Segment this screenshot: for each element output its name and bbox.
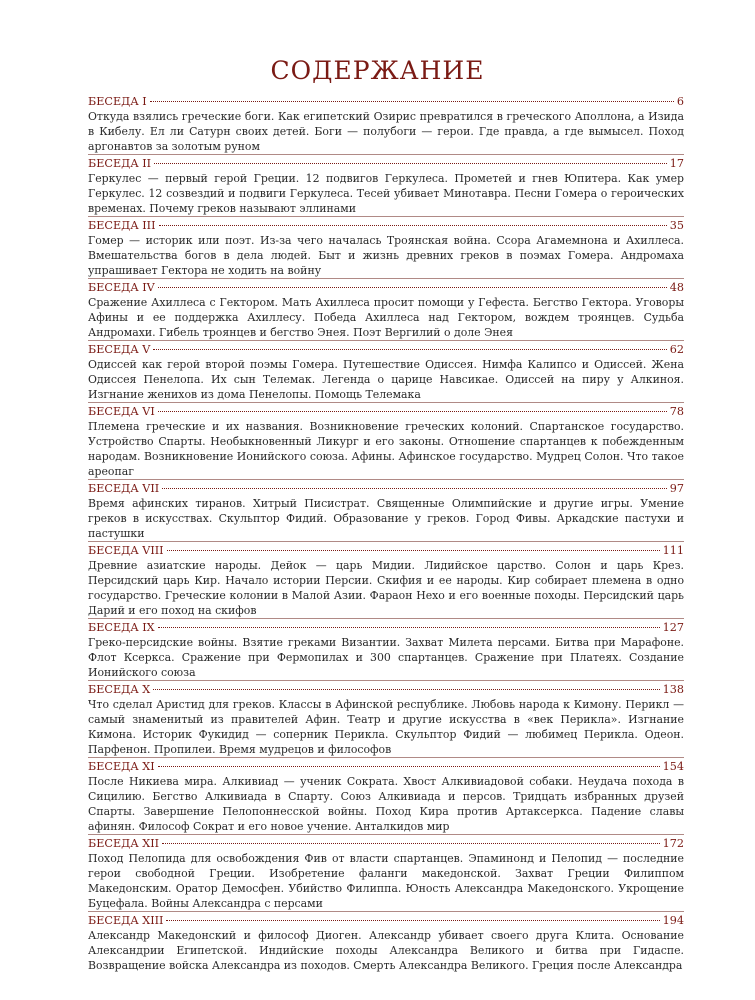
page-number: 138 — [662, 683, 684, 696]
toc-entry[interactable] — [88, 836, 684, 911]
toc-entry-heading — [88, 481, 684, 496]
page-number: 48 — [669, 281, 684, 294]
page-number: 127 — [662, 621, 684, 634]
toc-entries — [88, 94, 684, 973]
chapter-label: БЕСЕДА XIII — [88, 914, 164, 927]
divider — [88, 216, 684, 217]
toc-entry-heading — [88, 156, 684, 171]
divider — [88, 154, 684, 155]
page-title: СОДЕРЖАНИЕ — [270, 56, 485, 85]
toc-entry-heading — [88, 682, 684, 697]
toc-entry-heading — [88, 759, 684, 774]
chapter-label: БЕСЕДА XII — [88, 837, 160, 850]
dot-leader — [162, 488, 667, 489]
chapter-summary: Племена греческие и их названия. Возникновение греческих колоний. Спартанское государство. Устройство Спарты. Необыкновенный Ликург и его законы. Отношение спартанцев к побежденным народам. Возникновение Ионийского союза. Афины. Афинское государство. Мудрец Солон. Что такое ареопаг — [88, 420, 684, 478]
divider — [88, 757, 684, 758]
chapter-label: БЕСЕДА XI — [88, 760, 155, 773]
dot-leader — [162, 843, 660, 844]
chapter-summary: После Никиева мира. Алкивиад — ученик Сократа. Хвост Алкивиадовой собаки. Неудача похода в Сицилию. Бегство Алкивиада в Спарту. Союз Алкивиада и персов. Тридцать избранных друзей Спарты. Завершение Пелопоннесской войны. Поход Кира против Артаксеркса. Падение славы афинян. Философ Сократ и его новое учение. Анталкидов мир — [88, 775, 684, 833]
toc-entry[interactable] — [88, 913, 684, 973]
page-number: 62 — [669, 343, 684, 356]
dot-leader — [158, 766, 660, 767]
chapter-summary: Геркулес — первый герой Греции. 12 подвигов Геркулеса. Прометей и гнев Юпитера. Как умер Геркулес. 12 созвездий и подвиги Геркулеса. Тесей убивает Минотавра. Песни Гомера о героических временах. Почему греков называют эллинами — [88, 172, 684, 215]
chapter-label: БЕСЕДА IV — [88, 281, 155, 294]
page-number: 154 — [662, 760, 684, 773]
toc-entry[interactable] — [88, 682, 684, 757]
toc-entry-heading — [88, 280, 684, 295]
toc-entry-heading — [88, 342, 684, 357]
dot-leader — [150, 101, 674, 102]
toc-entry-heading — [88, 404, 684, 419]
toc-entry-heading — [88, 94, 684, 109]
toc-entry-heading — [88, 543, 684, 558]
chapter-label: БЕСЕДА VIII — [88, 544, 164, 557]
toc-entry[interactable] — [88, 543, 684, 618]
chapter-summary: Гомер — историк или поэт. Из-за чего началась Троянская война. Ссора Агамемнона и Ахиллеса. Вмешательства богов в дела людей. Быт и жизнь древних греков в поэмах Гомера. Андромаха упрашивает Гектора не ходить на войну — [88, 234, 684, 277]
chapter-label: БЕСЕДА III — [88, 219, 156, 232]
dot-leader — [158, 627, 660, 628]
toc-entry[interactable] — [88, 94, 684, 154]
page-number: 35 — [669, 219, 684, 232]
chapter-label: БЕСЕДА II — [88, 157, 152, 170]
chapter-label: БЕСЕДА IX — [88, 621, 155, 634]
toc-entry[interactable] — [88, 481, 684, 541]
chapter-label: БЕСЕДА V — [88, 343, 151, 356]
dot-leader — [153, 689, 659, 690]
toc-entry[interactable] — [88, 280, 684, 340]
divider — [88, 618, 684, 619]
toc-entry[interactable] — [88, 156, 684, 216]
toc-entry-heading — [88, 836, 684, 851]
toc-entry[interactable] — [88, 620, 684, 680]
chapter-summary: Древние азиатские народы. Дейок — царь Мидии. Лидийское царство. Солон и царь Крез. Персидский царь Кир. Начало истории Персии. Скифия и ее народы. Кир собирает племена в одно государство. Греческие колонии в Малой Азии. Фараон Нехо и его военные походы. Персидский царь Дарий и его поход на скифов — [88, 559, 684, 617]
chapter-summary: Сражение Ахиллеса с Гектором. Мать Ахиллеса просит помощи у Гефеста. Бегство Гектора. Уговоры Афины и ее поддержка Ахиллесу. Победа Ахиллеса над Гектором, вождем троянцев. Судьба Андромахи. Гибель троянцев и бегство Энея. Поэт Вергилий о доле Энея — [88, 296, 684, 339]
divider — [88, 340, 684, 341]
toc-entry[interactable] — [88, 342, 684, 402]
chapter-summary: Одиссей как герой второй поэмы Гомера. Путешествие Одиссея. Нимфа Калипсо и Одиссей. Жена Одиссея Пенелопа. Их сын Телемак. Легенда о царице Навсикае. Одиссей на пиру у Алкиноя. Изгнание женихов из дома Пенелопы. Помощь Телемака — [88, 358, 684, 401]
page-number: 194 — [662, 914, 684, 927]
chapter-summary: Греко-персидские войны. Взятие греками Византии. Захват Милета персами. Битва при Марафоне. Флот Ксеркса. Сражение при Фермопилах и 300 спартанцев. Сражение при Платеях. Создание Ионийского союза — [88, 636, 684, 679]
dot-leader — [159, 225, 667, 226]
dot-leader — [158, 287, 667, 288]
chapter-summary: Александр Македонский и философ Диоген. Александр убивает своего друга Клита. Основание Александрии Египетской. Индийские походы Александра Великого и битва при Гидаспе. Возвращение войска Александра из походов. Смерть Александра Великого. Греция после Александра — [88, 929, 684, 972]
toc-entry[interactable] — [88, 218, 684, 278]
divider — [88, 834, 684, 835]
divider — [88, 278, 684, 279]
dot-leader — [167, 550, 660, 551]
divider — [88, 911, 684, 912]
page-number: 97 — [669, 482, 684, 495]
chapter-label: БЕСЕДА VI — [88, 405, 155, 418]
divider — [88, 479, 684, 480]
toc-entry[interactable] — [88, 404, 684, 479]
chapter-summary: Откуда взялись греческие боги. Как египетский Озирис превратился в греческого Аполлона, а Изида в Кибелу. Ел ли Сатурн своих детей. Боги — полубоги — герои. Где правда, а где вымысел. Поход аргонавтов за золотым руном — [88, 110, 684, 153]
chapter-label: БЕСЕДА X — [88, 683, 151, 696]
page-number: 172 — [662, 837, 684, 850]
page-number: 6 — [676, 95, 684, 108]
chapter-label: БЕСЕДА I — [88, 95, 147, 108]
dot-leader — [153, 349, 666, 350]
dot-leader — [154, 163, 667, 164]
toc-entry-heading — [88, 913, 684, 928]
toc-entry-heading — [88, 620, 684, 635]
toc-entry-heading — [88, 218, 684, 233]
dot-leader — [166, 920, 659, 921]
page-number: 78 — [669, 405, 684, 418]
chapter-label: БЕСЕДА VII — [88, 482, 160, 495]
divider — [88, 680, 684, 681]
dot-leader — [158, 411, 667, 412]
toc-entry[interactable] — [88, 759, 684, 834]
divider — [88, 402, 684, 403]
chapter-summary: Поход Пелопида для освобождения Фив от власти спартанцев. Эпаминонд и Пелопид — последние герои свободной Греции. Изобретение фаланги македонской. Захват Греции Филиппом Македонским. Оратор Демосфен. Убийство Филиппа. Юность Александра Македонского. Укрощение Буцефала. Войны Александра с персами — [88, 852, 684, 910]
chapter-summary: Время афинских тиранов. Хитрый Писистрат. Священные Олимпийские и другие игры. Умение греков в искусствах. Скульптор Фидий. Образование у греков. Город Фивы. Аркадские пастухи и пастушки — [88, 497, 684, 540]
page-number: 111 — [662, 544, 684, 557]
chapter-summary: Что сделал Аристид для греков. Классы в Афинской республике. Любовь народа к Кимону. Перикл — самый знаменитый из правителей Афин. Театр и другие искусства в «век Перикла». Изгнание Кимона. Историк Фукидид — соперник Перикла. Скульптор Фидий — любимец Перикла. Одеон. Парфенон. Пропилеи. Время мудрецов и философов — [88, 698, 684, 756]
page-number: 17 — [669, 157, 684, 170]
divider — [88, 541, 684, 542]
